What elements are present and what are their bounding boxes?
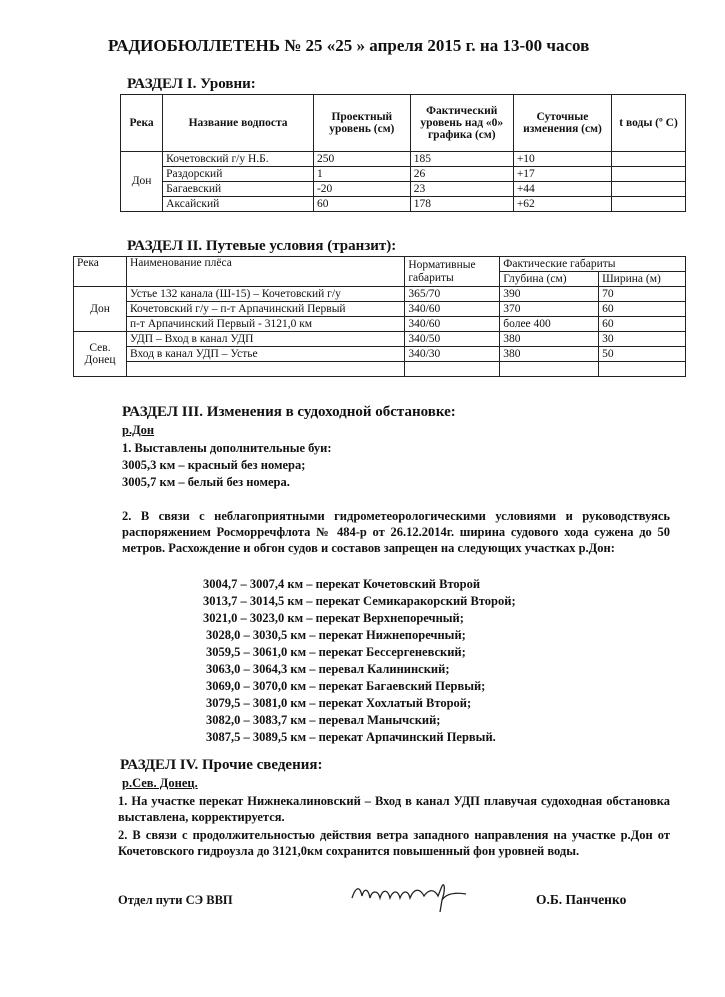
- project-level: -20: [313, 182, 410, 197]
- route-conditions-table: [73, 256, 686, 377]
- col-reach: Наименование плёса: [126, 257, 404, 287]
- width-value: 60: [599, 302, 686, 317]
- route-header-row: [74, 257, 686, 272]
- list-item: 3087,5 – 3089,5 км – перекат Арпачинский Первый.: [206, 730, 496, 744]
- depth-value: более 400: [500, 317, 599, 332]
- water-temp: [612, 197, 686, 212]
- list-item: 3013,7 – 3014,5 км – перекат Семикаракорский Второй;: [203, 594, 516, 608]
- buoy-line: 3005,7 км – белый без номера.: [122, 475, 290, 489]
- depth-value: 380: [500, 347, 599, 362]
- col-norm: Нормативные габариты: [405, 257, 500, 287]
- buoy-line: 3005,3 км – красный без номера;: [122, 458, 306, 472]
- section4-paragraph-1: 1. На участке перекат Нижнекалиновский – Вход в канал УДП плавучая судоходная обстановка выставлена, корректируется.: [118, 794, 670, 824]
- section1-heading: РАЗДЕЛ I. Уровни:: [127, 76, 256, 92]
- page-title: РАДИОБЮЛЛЕТЕНЬ № 25 «25 » апреля 2015 г. на 13-00 часов: [108, 36, 590, 55]
- reach-name: УДП – Вход в канал УДП: [126, 332, 404, 347]
- width-value: 50: [599, 347, 686, 362]
- daily-change: +62: [513, 197, 611, 212]
- river-cell: Дон: [121, 152, 163, 212]
- reach-name: п-т Арпачинский Первый - 3121,0 км: [126, 317, 404, 332]
- width-value: [599, 362, 686, 377]
- buoys-title: 1. Выставлены дополнительные буи:: [122, 441, 332, 455]
- table-row: [74, 332, 686, 347]
- station-name: Аксайский: [163, 197, 314, 212]
- section4-paragraph-2: 2. В связи с продолжительностью действия ветра западного направления на участке р.Дон от Кочетовского гидроузла до 3121,0км сохранится повышенный фон уровней воды.: [118, 828, 670, 858]
- col-width: Ширина (м): [599, 272, 686, 287]
- section3-heading: РАЗДЕЛ III. Изменения в судоходной обстановке:: [122, 404, 456, 420]
- col-station: Название водпоста: [163, 95, 314, 152]
- daily-change: +17: [513, 167, 611, 182]
- list-item: 3079,5 – 3081,0 км – перекат Хохлатый Второй;: [206, 696, 472, 710]
- list-item: 3004,7 – 3007,4 км – перекат Кочетовский Второй: [203, 577, 481, 591]
- list-item: 3063,0 – 3064,3 км – перевал Калининский;: [206, 662, 450, 676]
- table-row: [74, 302, 686, 317]
- depth-value: 390: [500, 287, 599, 302]
- col-project: Проектный уровень (см): [313, 95, 410, 152]
- daily-change: +10: [513, 152, 611, 167]
- table-row: [121, 152, 686, 167]
- table-row: [121, 167, 686, 182]
- col-change: Суточные изменения (см): [513, 95, 611, 152]
- station-name: Кочетовский г/у Н.Б.: [163, 152, 314, 167]
- fact-level: 178: [410, 197, 513, 212]
- col-depth: Глубина (см): [500, 272, 599, 287]
- levels-header-row: [121, 95, 686, 152]
- depth-value: 380: [500, 332, 599, 347]
- norm-dims: 340/50: [405, 332, 500, 347]
- fact-level: 26: [410, 167, 513, 182]
- water-temp: [612, 182, 686, 197]
- norm-dims: 340/30: [405, 347, 500, 362]
- table-row: [74, 362, 686, 377]
- section4-heading: РАЗДЕЛ IV. Прочие сведения:: [120, 757, 323, 773]
- depth-value: 370: [500, 302, 599, 317]
- table-row: [74, 317, 686, 332]
- handwritten-signature: [350, 878, 470, 923]
- width-value: 30: [599, 332, 686, 347]
- reach-name: Устье 132 канала (Ш-15) – Кочетовский г/у: [126, 287, 404, 302]
- list-item: 3021,0 – 3023,0 км – перекат Верхнепоречный;: [203, 611, 464, 625]
- project-level: 250: [313, 152, 410, 167]
- levels-table: [120, 94, 686, 212]
- reach-name: Вход в канал УДП – Устье: [126, 347, 404, 362]
- station-name: Раздорский: [163, 167, 314, 182]
- signatory-name: О.Б. Панченко: [536, 892, 627, 907]
- table-row: [74, 287, 686, 302]
- fact-level: 23: [410, 182, 513, 197]
- norm-dims: 340/60: [405, 302, 500, 317]
- depth-value: [500, 362, 599, 377]
- list-item: 3028,0 – 3030,5 км – перекат Нижнепоречный;: [206, 628, 466, 642]
- list-item: 3069,0 – 3070,0 км – перекат Багаевский Первый;: [206, 679, 486, 693]
- list-item: 3059,5 – 3061,0 км – перекат Бессергеневский;: [206, 645, 466, 659]
- table-row: [74, 347, 686, 362]
- list-item: 3082,0 – 3083,7 км – перевал Манычский;: [206, 713, 441, 727]
- col-river: Река: [121, 95, 163, 152]
- project-level: 1: [313, 167, 410, 182]
- fact-level: 185: [410, 152, 513, 167]
- table-row: [121, 182, 686, 197]
- col-river: Река: [74, 257, 127, 287]
- project-level: 60: [313, 197, 410, 212]
- water-temp: [612, 152, 686, 167]
- section3-river: р.Дон: [122, 423, 155, 437]
- table-row: [121, 197, 686, 212]
- section2-heading: РАЗДЕЛ II. Путевые условия (транзит):: [127, 238, 397, 254]
- department-label: Отдел пути СЭ ВВП: [118, 893, 233, 907]
- width-value: 60: [599, 317, 686, 332]
- water-temp: [612, 167, 686, 182]
- norm-dims: 365/70: [405, 287, 500, 302]
- col-temp: t воды (º С): [612, 95, 686, 152]
- river-cell: Сев. Донец: [74, 332, 127, 377]
- reach-name: [126, 362, 404, 377]
- section4-river: р.Сев. Донец.: [122, 776, 198, 790]
- width-value: 70: [599, 287, 686, 302]
- col-fact: Фактический уровень над «0» графика (см): [410, 95, 513, 152]
- restriction-paragraph: 2. В связи с неблагоприятными гидрометеорологическими условиями и руководствуясь распоряжением Росморречфлота № 484-р от 26.12.2014г. ширина судового хода сужена до 50 метров. Расхождение и обгон судов и составов запрещен на следующих участках р.Дон:: [122, 509, 670, 555]
- col-actual: Фактические габариты: [500, 257, 686, 272]
- daily-change: +44: [513, 182, 611, 197]
- norm-dims: 340/60: [405, 317, 500, 332]
- reach-name: Кочетовский г/у – п-т Арпачинский Первый: [126, 302, 404, 317]
- norm-dims: [405, 362, 500, 377]
- river-cell: Дон: [74, 287, 127, 332]
- station-name: Багаевский: [163, 182, 314, 197]
